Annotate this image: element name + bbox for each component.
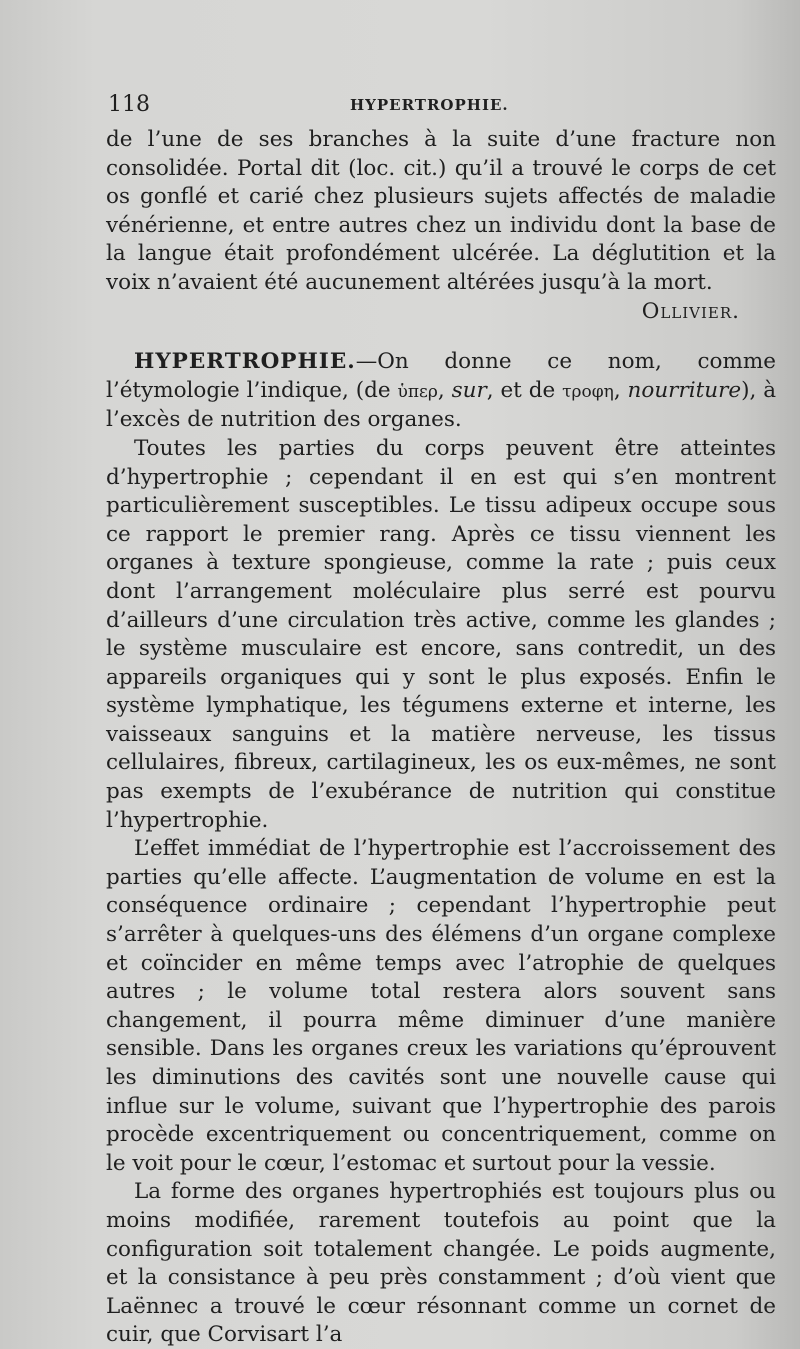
previous-entry-text: de l’une de ses branches à la suite d’une fracture non consolidée. Portal dit (loc. cit.) qu’il a trouvé le corps de cet os gonflé et carié chez plusieurs sujets affectés de maladie vénérienne, et entre autres chez un individu dont la base de la langue était profondément ulcérée. La déglutition et la voix n’avaient été aucunement altérées jusqu’à la mort.	[106, 127, 776, 295]
greek-word: τροφη	[562, 381, 614, 402]
body-text	[106, 126, 776, 1349]
italic-word: sur	[451, 377, 487, 403]
definition-text: ,	[437, 377, 452, 403]
running-title: HYPERTROPHIE.	[350, 96, 509, 114]
paragraph: La forme des organes hypertrophiés est toujours plus ou moins modifiée, rarement toutefois au point que la configuration soit totalement changée. Le poids augmente, et la consistance à peu près constamment ; d’où vient que Laënnec a trouvé le cœur résonnant comme un cornet de cuir, que Corvisart l’a	[106, 1179, 776, 1348]
author-line	[106, 298, 776, 327]
author-signature: Ollivier.	[641, 298, 740, 324]
running-head	[108, 92, 728, 122]
paragraph: L’effet immédiat de l’hypertrophie est l’accroissement des parties qu’elle affecte. L’augmentation de volume en est la conséquence ordinaire ; cependant l’hypertrophie peut s’arrêter à quelques-uns des élémens d’un organe complexe et coïncider en même temps avec l’atrophie de quelques autres ; le volume total restera alors souvent sans changement, il pourra même diminuer d’une manière sensible. Dans les organes creux les variations qu’éprouvent les diminutions des cavités sont une nouvelle cause qui influe sur le volume, suivant que l’hypertrophie des parois procède excentriquement ou concentriquement, comme on le voit pour le cœur, l’estomac et surtout pour la vessie.	[106, 836, 776, 1176]
definition-text: —On donne ce nom, comme l’étymologie l’indique, (de	[106, 349, 776, 403]
italic-word: nourriture	[627, 377, 742, 403]
entry-definition	[106, 348, 776, 435]
page-number: 118	[108, 92, 150, 117]
greek-word: ὑπερ	[397, 381, 438, 402]
definition-text: ,	[613, 377, 628, 403]
definition-text: ), à l’excès de nutrition des organes.	[106, 377, 777, 433]
entry-headword: HYPERTROPHIE.	[134, 349, 356, 375]
paragraph: Toutes les parties du corps peuvent être atteintes d’hypertrophie ; cependant il en est qui s’en montrent particulièrement susceptibles. Le tissu adipeux occupe sous ce rapport le premier rang. Après ce tissu viennent les organes à texture spongieuse, comme la rate ; puis ceux dont l’arrangement moléculaire plus serré est pourvu d’ailleurs d’une circulation très active, comme les glandes ; le système musculaire est encore, sans contredit, un des appareils organiques qui y sont le plus exposés. Enfin le système lymphatique, les tégumens externe et interne, les vaisseaux sanguins et la matière nerveuse, les tissus cellulaires, fibreux, cartilagineux, les os eux-mêmes, ne sont pas exempts de l’exubérance de nutrition qui constitue l’hypertrophie.	[106, 435, 776, 833]
previous-entry-ending	[106, 126, 776, 298]
definition-text: , et de	[486, 377, 563, 403]
